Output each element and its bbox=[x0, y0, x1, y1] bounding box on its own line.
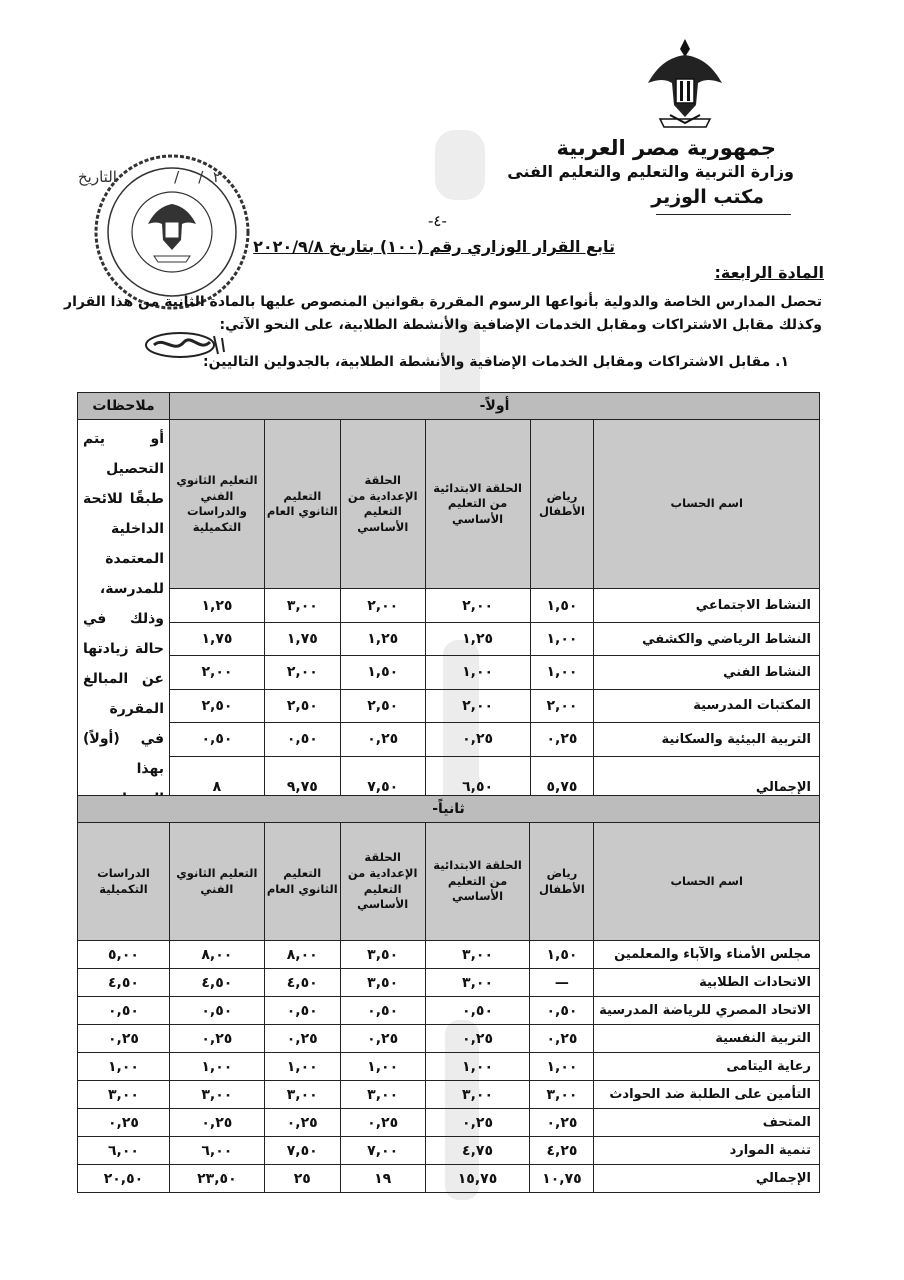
cell: ٢,٠٠ bbox=[340, 589, 425, 622]
cell: ٠,٢٥ bbox=[78, 1025, 170, 1053]
cell: ١,٧٥ bbox=[264, 622, 340, 655]
table-row bbox=[78, 969, 820, 997]
cell: ٠,٢٥ bbox=[530, 1025, 594, 1053]
cell: ٥,٠٠ bbox=[78, 941, 170, 969]
cell: ١,٥٠ bbox=[530, 589, 594, 622]
paragraph: وكذلك مقابل الاشتراكات ومقابل الخدمات الإضافية والأنشطة الطلابية، على النحو الآتي: bbox=[219, 317, 822, 333]
cell: ٦,٥٠ bbox=[425, 756, 530, 818]
cell: ٠,٥٠ bbox=[170, 723, 265, 756]
table-row bbox=[78, 589, 820, 622]
row-name: التربية البيئية والسكانية bbox=[594, 723, 820, 756]
cell: ١,٢٥ bbox=[170, 589, 265, 622]
column-header: الحلقة الإعدادية من التعليم الأساسي bbox=[340, 823, 425, 941]
date-year-suffix: ٢٠ bbox=[212, 168, 230, 186]
cell: ٣,٥٠ bbox=[340, 941, 425, 969]
eagle-emblem-logo bbox=[640, 35, 730, 130]
table-row bbox=[78, 689, 820, 722]
paragraph: ١. مقابل الاشتراكات ومقابل الخدمات الإضافية والأنشطة الطلابية، بالجدولين التاليين: bbox=[202, 354, 789, 370]
table-row bbox=[78, 656, 820, 689]
cell: ٩,٧٥ bbox=[264, 756, 340, 818]
cell: ٧,٠٠ bbox=[340, 1137, 425, 1165]
cell: ٣,٥٠ bbox=[340, 969, 425, 997]
cell: ٣,٠٠ bbox=[340, 1081, 425, 1109]
fees-table-first bbox=[77, 392, 820, 819]
column-header: الحلقة الابتدائية من التعليم الأساسي bbox=[425, 420, 530, 589]
cell: ٢,٥٠ bbox=[340, 689, 425, 722]
table-row bbox=[78, 997, 820, 1025]
cell: ٠,٥٠ bbox=[264, 723, 340, 756]
notes-header: ملاحظات bbox=[78, 393, 170, 420]
header-office: مكتب الوزير bbox=[651, 186, 764, 208]
cell: ١,٠٠ bbox=[169, 1053, 264, 1081]
header-country: جمهورية مصر العربية bbox=[556, 136, 776, 160]
row-name: تنمية الموارد bbox=[594, 1137, 820, 1165]
table-row bbox=[78, 1109, 820, 1137]
cell: ٠,٢٥ bbox=[340, 1025, 425, 1053]
cell: ٠,٥٠ bbox=[78, 997, 170, 1025]
row-name: المتحف bbox=[594, 1109, 820, 1137]
row-name: التأمين على الطلبة ضد الحوادث bbox=[594, 1081, 820, 1109]
cell: ١,٠٠ bbox=[78, 1053, 170, 1081]
cell: ٢,٠٠ bbox=[425, 589, 530, 622]
column-header: الدراسات التكميلية bbox=[78, 823, 170, 941]
cell: ٤,٥٠ bbox=[264, 969, 340, 997]
cell: ٣,٠٠ bbox=[169, 1081, 264, 1109]
cell: ٢,٠٠ bbox=[264, 656, 340, 689]
cell: ١,٥٠ bbox=[340, 656, 425, 689]
table-row-total bbox=[78, 1165, 820, 1193]
cell: ٠,٥٠ bbox=[169, 997, 264, 1025]
cell: ١٠,٧٥ bbox=[530, 1165, 594, 1193]
cell: ٢,٠٠ bbox=[530, 689, 594, 722]
cell: ٠,٥٠ bbox=[264, 997, 340, 1025]
cell: ٤,٥٠ bbox=[169, 969, 264, 997]
cell: ٢,٠٠ bbox=[425, 689, 530, 722]
cell: ١,٧٥ bbox=[170, 622, 265, 655]
cell: ١,٠٠ bbox=[340, 1053, 425, 1081]
cell: ٣,٠٠ bbox=[530, 1081, 594, 1109]
cell: ٠,٢٥ bbox=[530, 723, 594, 756]
row-name: مجلس الأمناء والآباء والمعلمين bbox=[594, 941, 820, 969]
cell: ٠,٥٠ bbox=[340, 997, 425, 1025]
cell: ٠,٢٥ bbox=[169, 1109, 264, 1137]
cell: ٣,٠٠ bbox=[425, 969, 530, 997]
cell: ٤,٢٥ bbox=[530, 1137, 594, 1165]
column-header: اسم الحساب bbox=[594, 420, 820, 589]
cell: ٠,٢٥ bbox=[169, 1025, 264, 1053]
cell: ٦,٠٠ bbox=[169, 1137, 264, 1165]
cell: ٠,٢٥ bbox=[340, 1109, 425, 1137]
cell: ٨ bbox=[170, 756, 265, 818]
row-name: النشاط الاجتماعي bbox=[594, 589, 820, 622]
cell: ٢٥ bbox=[264, 1165, 340, 1193]
table-row bbox=[78, 1053, 820, 1081]
cell: ٤,٥٠ bbox=[78, 969, 170, 997]
cell: ٤,٧٥ bbox=[425, 1137, 530, 1165]
column-header: التعليم الثانوي العام bbox=[264, 823, 340, 941]
cell: ٣,٠٠ bbox=[264, 1081, 340, 1109]
row-name: النشاط الفني bbox=[594, 656, 820, 689]
cell: ١,٠٠ bbox=[530, 656, 594, 689]
header-underline bbox=[656, 214, 791, 215]
cell: ١,٢٥ bbox=[340, 622, 425, 655]
cell: ٣,٠٠ bbox=[78, 1081, 170, 1109]
date-label: ٢٠ / / التاريخ bbox=[78, 168, 230, 186]
table-row bbox=[78, 723, 820, 756]
row-name: رعاية اليتامى bbox=[594, 1053, 820, 1081]
page-number: -٤- bbox=[428, 212, 447, 230]
cell: ٨,٠٠ bbox=[169, 941, 264, 969]
column-header: رياض الأطفال bbox=[530, 420, 594, 589]
row-name: الإجمالي bbox=[594, 756, 820, 818]
cell: ٢,٥٠ bbox=[264, 689, 340, 722]
cell: ٣,٠٠ bbox=[425, 941, 530, 969]
cell: ٠,٥٠ bbox=[425, 997, 530, 1025]
cell: ٠,٢٥ bbox=[425, 1109, 530, 1137]
cell: ١,٢٥ bbox=[425, 622, 530, 655]
column-header: التعليم الثانوي الفني bbox=[169, 823, 264, 941]
row-name: الاتحادات الطلابية bbox=[594, 969, 820, 997]
paragraph: تحصل المدارس الخاصة والدولية بأنواعها الرسوم المقررة بقوانين المنصوص عليها بالمادة الثانية من هذا القرار bbox=[64, 294, 822, 310]
cell: ٠,٢٥ bbox=[530, 1109, 594, 1137]
column-header: التعليم الثانوي العام bbox=[264, 420, 340, 589]
table-row bbox=[78, 622, 820, 655]
article-heading: المادة الرابعة: bbox=[714, 263, 824, 282]
section-label: أولاً- bbox=[170, 393, 820, 420]
cell: ٣,٠٠ bbox=[425, 1081, 530, 1109]
row-name: النشاط الرياضي والكشفي bbox=[594, 622, 820, 655]
cell: ٠,٢٥ bbox=[78, 1109, 170, 1137]
cell: ٣,٠٠ bbox=[264, 589, 340, 622]
section-label: ثانياً- bbox=[78, 796, 820, 823]
cell: ١,٠٠ bbox=[264, 1053, 340, 1081]
table-row bbox=[78, 1137, 820, 1165]
row-name: الإجمالي bbox=[594, 1165, 820, 1193]
table-row bbox=[78, 941, 820, 969]
cell: ٧,٥٠ bbox=[340, 756, 425, 818]
cell: ١,٠٠ bbox=[530, 622, 594, 655]
cell: ١,٠٠ bbox=[425, 1053, 530, 1081]
cell: ٨,٠٠ bbox=[264, 941, 340, 969]
cell: ٢٣,٥٠ bbox=[169, 1165, 264, 1193]
cell: ١,٠٠ bbox=[425, 656, 530, 689]
cell: ١,٥٠ bbox=[530, 941, 594, 969]
cell: ١٥,٧٥ bbox=[425, 1165, 530, 1193]
column-header: التعليم الثانوي الفني والدراسات التكميلية bbox=[170, 420, 265, 589]
cell: ٦,٠٠ bbox=[78, 1137, 170, 1165]
cell: ٠,٢٥ bbox=[264, 1109, 340, 1137]
cell: ١٩ bbox=[340, 1165, 425, 1193]
cell: ٠,٢٥ bbox=[340, 723, 425, 756]
column-header: الحلقة الابتدائية من التعليم الأساسي bbox=[425, 823, 530, 941]
row-name: المكتبات المدرسية bbox=[594, 689, 820, 722]
table-row bbox=[78, 1081, 820, 1109]
cell: ٢٠,٥٠ bbox=[78, 1165, 170, 1193]
date-label-text: التاريخ bbox=[78, 168, 117, 186]
column-header: رياض الأطفال bbox=[530, 823, 594, 941]
cell: — bbox=[530, 969, 594, 997]
decree-title: تابع القرار الوزاري رقم (١٠٠) بتاريخ ٢٠٢٠/٩/٨ bbox=[253, 237, 615, 256]
cell: ٥,٧٥ bbox=[530, 756, 594, 818]
fees-table-second bbox=[77, 795, 820, 1193]
cell: ٠,٢٥ bbox=[264, 1025, 340, 1053]
cell: ٠,٥٠ bbox=[530, 997, 594, 1025]
row-name: الاتحاد المصري للرياضة المدرسية bbox=[594, 997, 820, 1025]
cell: ٧,٥٠ bbox=[264, 1137, 340, 1165]
ministry-seal-stamp bbox=[92, 152, 252, 312]
cell: ٢,٠٠ bbox=[170, 656, 265, 689]
cell: ٠,٢٥ bbox=[425, 1025, 530, 1053]
column-header: الحلقة الإعدادية من التعليم الأساسي bbox=[340, 420, 425, 589]
table-row bbox=[78, 1025, 820, 1053]
row-name: التربية النفسية bbox=[594, 1025, 820, 1053]
cell: ٢,٥٠ bbox=[170, 689, 265, 722]
header-ministry: وزارة التربية والتعليم والتعليم الفنى bbox=[507, 162, 794, 181]
notes-cell: أو يتم التحصيل طبقًا للائحة الداخلية المعتمدة للمدرسة، وذلك في حالة زيادتها عن المبالغ المقررة في (أولاً) بهذا bbox=[78, 420, 170, 819]
cell: ٠,٢٥ bbox=[425, 723, 530, 756]
column-header: اسم الحساب bbox=[594, 823, 820, 941]
cell: ١,٠٠ bbox=[530, 1053, 594, 1081]
